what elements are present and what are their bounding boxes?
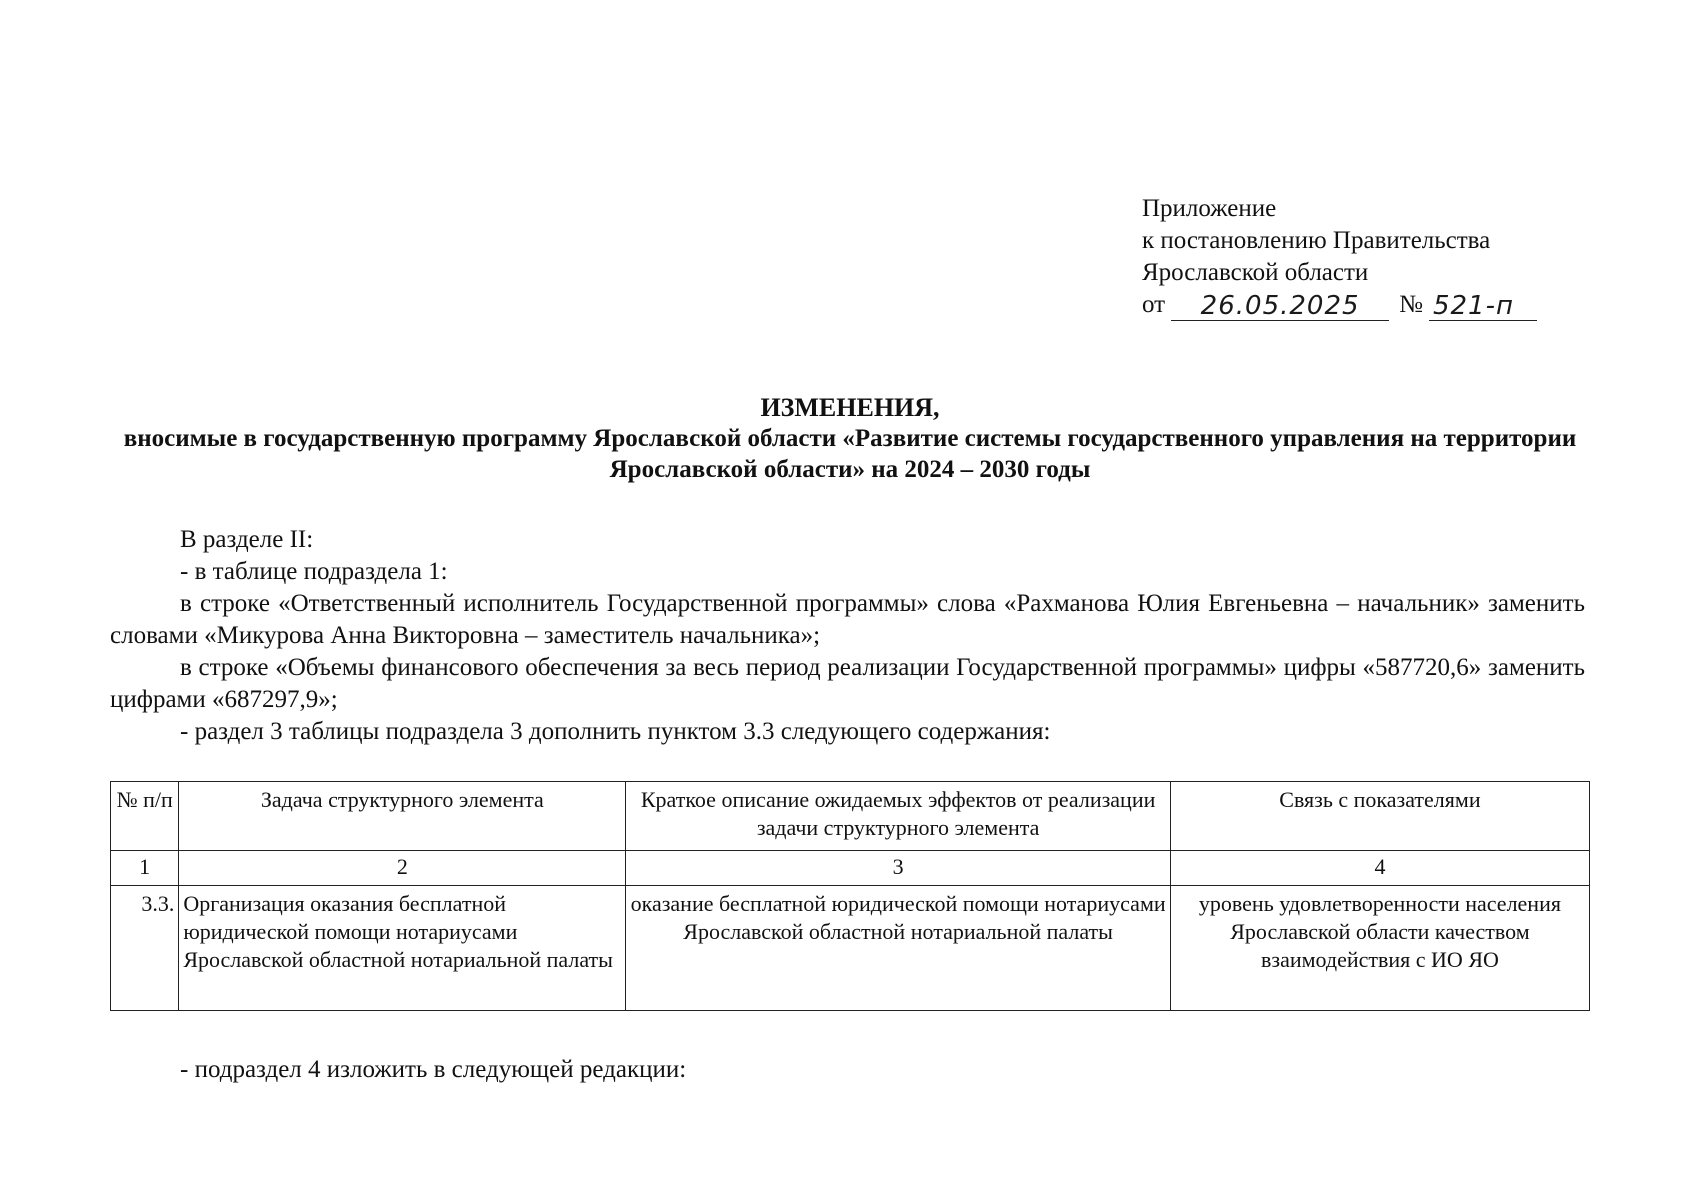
handwritten-date: 26.05.2025 <box>1171 292 1389 321</box>
paragraph-subsection-4: - подраздел 4 изложить в следующей редакции: <box>180 1056 687 1083</box>
paragraph-responsible: в строке «Ответственный исполнитель Государственной программы» слова «Рахманова Юлия Евгеньевна – начальник» заменить словами «Микурова Анна Викторовна – заместитель начальника»; <box>110 590 1585 649</box>
index-cell: 4 <box>1170 851 1589 886</box>
document-body <box>110 524 1585 748</box>
index-cell: 1 <box>111 851 179 886</box>
handwritten-number: 521-п <box>1429 292 1537 321</box>
number-prefix: № <box>1399 291 1423 318</box>
table-index-row <box>111 851 1590 886</box>
header-description: Краткое описание ожидаемых эффектов от реализации задачи структурного элемента <box>626 782 1171 851</box>
index-cell: 3 <box>626 851 1171 886</box>
document-title <box>100 392 1600 485</box>
index-cell: 2 <box>179 851 626 886</box>
appendix-region: Ярославской области <box>1142 259 1369 286</box>
row-num: 3.3. <box>111 886 179 1011</box>
title-main: ИЗМЕНЕНИЯ, <box>760 393 940 422</box>
row-task: Организация оказания бесплатной юридической помощи нотариусами Ярославской областной нотариальной палаты <box>179 886 626 1011</box>
changes-table <box>110 781 1590 1011</box>
paragraph-table-addition: - раздел 3 таблицы подраздела 3 дополнить пунктом 3.3 следующего содержания: <box>180 718 1051 745</box>
row-description: оказание бесплатной юридической помощи нотариусами Ярославской областной нотариальной палаты <box>626 886 1171 1011</box>
header-task: Задача структурного элемента <box>179 782 626 851</box>
header-link: Связь с показателями <box>1170 782 1589 851</box>
date-prefix: от <box>1142 291 1166 318</box>
table-header-row <box>111 782 1590 851</box>
appendix-date-line <box>1142 289 1537 321</box>
appendix-block <box>1142 193 1537 321</box>
table-row <box>111 886 1590 1011</box>
paragraph-subsection-1: - в таблице подраздела 1: <box>180 558 448 585</box>
title-subtitle: вносимые в государственную программу Ярославской области «Развитие системы государственного управления на территории Ярославской области» на 2024 – 2030 годы <box>123 425 1577 483</box>
header-num: № п/п <box>111 782 179 851</box>
appendix-title: Приложение <box>1142 195 1277 222</box>
paragraph-financing: в строке «Объемы финансового обеспечения за весь период реализации Государственной программы» цифры «587720,6» заменить цифрами «687297,9»; <box>110 654 1585 713</box>
appendix-resolution: к постановлению Правительства <box>1142 227 1491 254</box>
paragraph-section: В разделе II: <box>180 526 314 553</box>
row-link: уровень удовлетворенности населения Ярославской области качеством взаимодействия с ИО ЯО <box>1170 886 1589 1011</box>
